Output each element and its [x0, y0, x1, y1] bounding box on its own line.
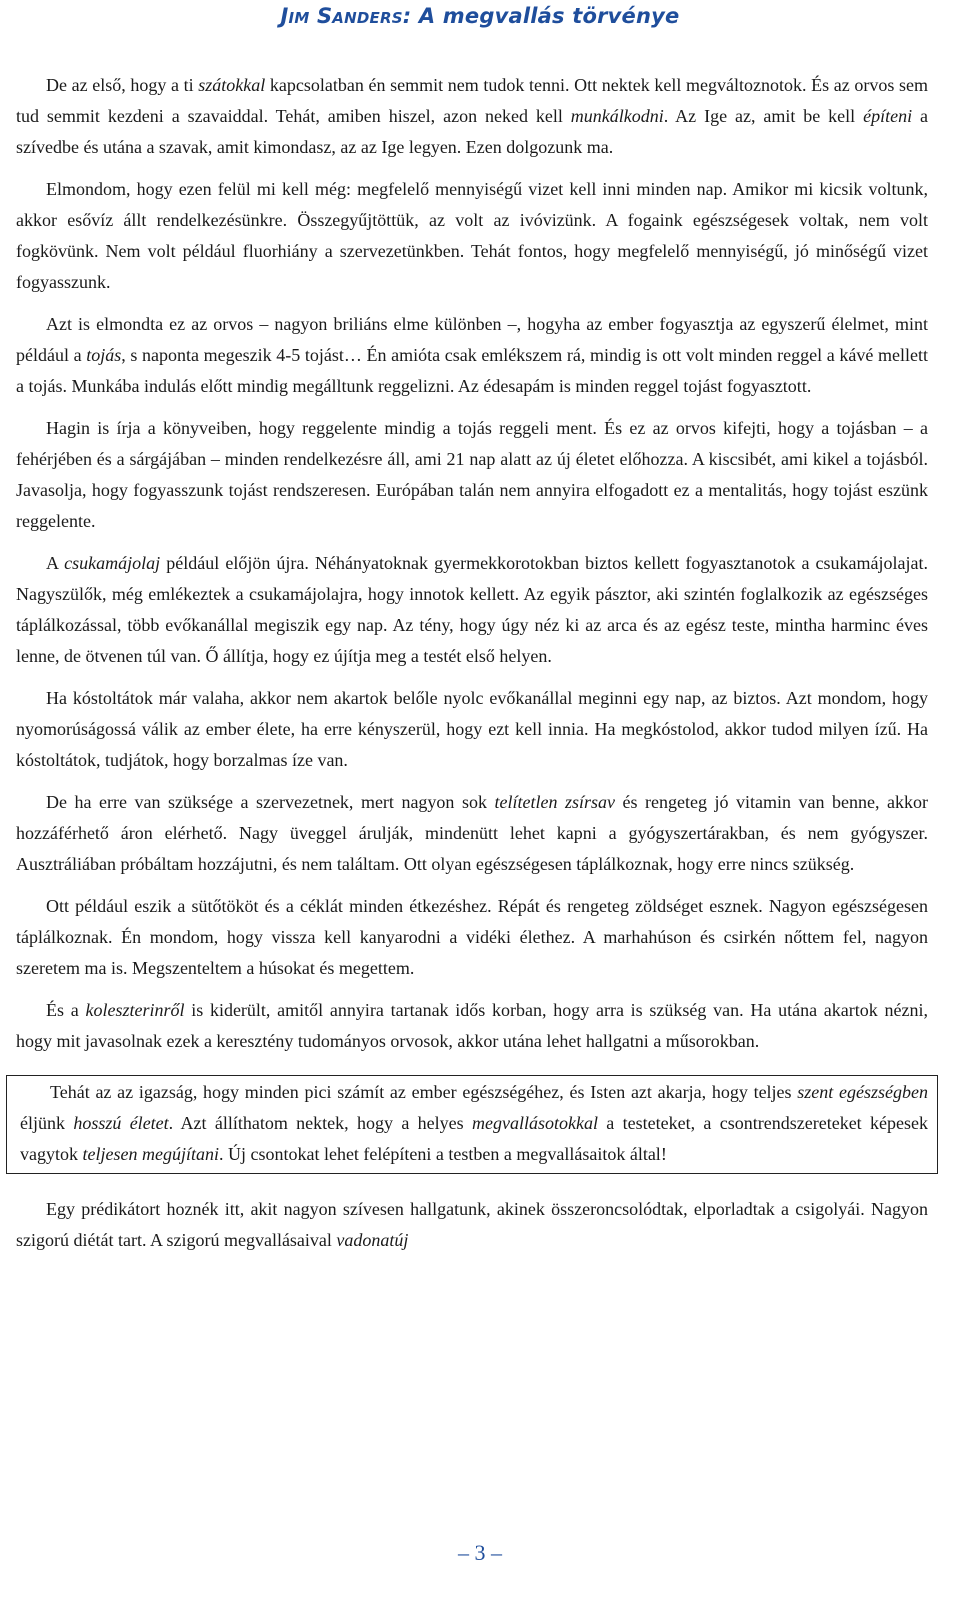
emphasis-text: tojás: [86, 345, 122, 365]
text-run: éljünk: [20, 1113, 74, 1133]
page-number: – 3 –: [458, 1540, 502, 1565]
header-author: Jim Sanders:: [280, 4, 412, 28]
text-run: a testeteket, a csontrendszereteket képesek vagytok: [20, 1113, 928, 1164]
text-run: . Azt állíthatom nektek, hogy a helyes: [168, 1113, 472, 1133]
text-run: És a: [46, 1000, 86, 1020]
text-run: . Az Ige az, amit be kell: [663, 106, 864, 126]
text-run: kapcsolatban én semmit nem tudok tenni. Ott nektek kell megváltoznotok. És az orvos sem tud semmit kezdeni a szavaiddal. Tehát, amiben hiszel, azon neked kell: [16, 75, 928, 126]
text-run: , s naponta megeszik 4-5 tojást… Én amióta csak emlékszem rá, mindig is ott volt minden reggel a kávé mellett a tojás. Munkába indulás előtt mindig megálltunk reggelizni. Az édesapám is minden reggel tojást fogyasztott.: [16, 345, 928, 396]
text-run: a szívedbe és utána a szavak, amit kimondasz, az az Ige legyen. Ezen dolgozunk ma.: [16, 106, 928, 157]
emphasis-text: megvallásotokkal: [471, 1113, 598, 1133]
text-run: A: [46, 553, 65, 573]
text-run: Ha kóstoltátok már valaha, akkor nem akartok belőle nyolc evőkanállal meginni egy nap, az biztos. Azt mondom, hogy nyomorúságossá válik az ember élete, ha erre kényszerül, hogy ezt kell innia. Ha megkóstolod, akkor tudod milyen ízű. Ha kóstoltátok, tudjátok, hogy borzalmas íze van.: [16, 688, 928, 770]
paragraph: [16, 683, 928, 776]
text-run: De ha erre van szüksége a szervezetnek, mert nagyon sok: [46, 792, 495, 812]
emphasis-text: hosszú életet: [73, 1113, 169, 1133]
highlighted-box: [6, 1075, 938, 1174]
text-run: és rengeteg jó vitamin van benne, akkor hozzáférhető áron elérhető. Nagy üveggel árulják, mindenütt lehet kapni a gyógyszertárakban, és nem gyógyszer. Ausztráliában próbáltam hozzájutni, és nem találtam. Ott olyan egészségesen táplálkoznak, hogy erre nincs szükség.: [16, 792, 928, 874]
text-run: Elmondom, hogy ezen felül mi kell még: megfelelő mennyiségű vizet kell inni minden nap. Amikor mi kicsik voltunk, akkor esővíz állt rendelkezésünkre. Összegyűjtöttük, az volt az ivóvizünk. A fogaink egészségesek voltak, nem volt fogkövünk. Nem volt például fluorhiány a szervezetünkben. Tehát fontos, hogy megfelelő mennyiségű, jó minőségű vizet fogyasszunk.: [16, 179, 928, 292]
running-header: [0, 4, 960, 28]
emphasis-text: építeni: [863, 106, 913, 126]
emphasis-text: koleszterinről: [85, 1000, 185, 1020]
paragraph: [16, 995, 928, 1057]
text-run: Azt is elmondta ez az orvos – nagyon briliáns elme különben –, hogyha az ember fogyasztja az egyszerű élelmet, mint például a: [16, 314, 928, 365]
paragraph: [16, 1194, 928, 1256]
text-run: például előjön újra. Néhányatoknak gyermekkorotokban biztos kellett fogyasztanotok a csukamájolajat. Nagyszülők, még emlékeztek a csukamájolajra, hogy innotok kellett. Az egyik pásztor, aki szintén foglalkozik az egészséges táplálkozással, több evőkanállal megiszik egy nap. Az tény, hogy úgy néz ki az arca és az egész teste, mintha harminc éves lenne, de ötvenen túl van. Ő állítja, hogy ez újítja meg a testét első helyen.: [16, 553, 928, 666]
header-title: A megvallás törvénye: [418, 4, 680, 28]
text-run: De az első, hogy a ti: [46, 75, 199, 95]
paragraph: [16, 787, 928, 880]
text-run: is kiderült, amitől annyira tartanak idős korban, hogy arra is szükség van. Ha utána akartok nézni, hogy mit javasolnak ezek a keresztény tudományos orvosok, akkor utána lehet hallgatni a műsorokban.: [16, 1000, 928, 1051]
text-run: Ott például eszik a sütőtököt és a céklát minden étkezéshez. Répát és rengeteg zöldséget esznek. Nagyon egészségesen táplálkoznak. Én mondom, hogy vissza kell kanyarodni a vidéki élethez. A marhahúson és csirkén nőttem fel, nagyon szeretem ma is. Megszenteltem a húsokat és megettem.: [16, 896, 928, 978]
boxed-paragraph: [20, 1077, 928, 1170]
paragraph: [16, 891, 928, 984]
body-text: [16, 70, 928, 1256]
emphasis-text: csukamájolaj: [64, 553, 161, 573]
paragraph: [16, 309, 928, 402]
text-run: Egy prédikátort hoznék itt, akit nagyon szívesen hallgatunk, akinek összeroncsolódtak, elporladtak a csigolyái. Nagyon szigorú diétát tart. A szigorú megvallásaival: [16, 1199, 928, 1250]
paragraph: [16, 70, 928, 163]
emphasis-text: munkálkodni: [570, 106, 664, 126]
emphasis-text: vadonatúj: [336, 1230, 409, 1250]
text-run: Tehát az az igazság, hogy minden pici számít az ember egészségéhez, és Isten azt akarja, hogy teljes: [50, 1082, 798, 1102]
paragraph: [16, 413, 928, 537]
paragraph: [16, 174, 928, 298]
emphasis-text: teljesen megújítani: [82, 1144, 219, 1164]
text-run: . Új csontokat lehet felépíteni a testben a megvallásaitok által!: [218, 1144, 667, 1164]
emphasis-text: szátokkal: [198, 75, 266, 95]
text-run: Hagin is írja a könyveiben, hogy reggelente mindig a tojás reggeli ment. És ez az orvos kifejti, hogy a tojásban – a fehérjében és a sárgájában – minden rendelkezésre áll, ami 21 nap alatt az új életet előhozza. A kiscsibét, ami kikel a tojásból. Javasolja, hogy fogyasszunk tojást rendszeresen. Európában talán nem annyira elfogadott ez a mentalitás, hogy tojást eszünk reggelente.: [16, 418, 928, 531]
emphasis-text: szent egészségben: [797, 1082, 928, 1102]
paragraph: [16, 548, 928, 672]
emphasis-text: telítetlen zsírsav: [494, 792, 615, 812]
